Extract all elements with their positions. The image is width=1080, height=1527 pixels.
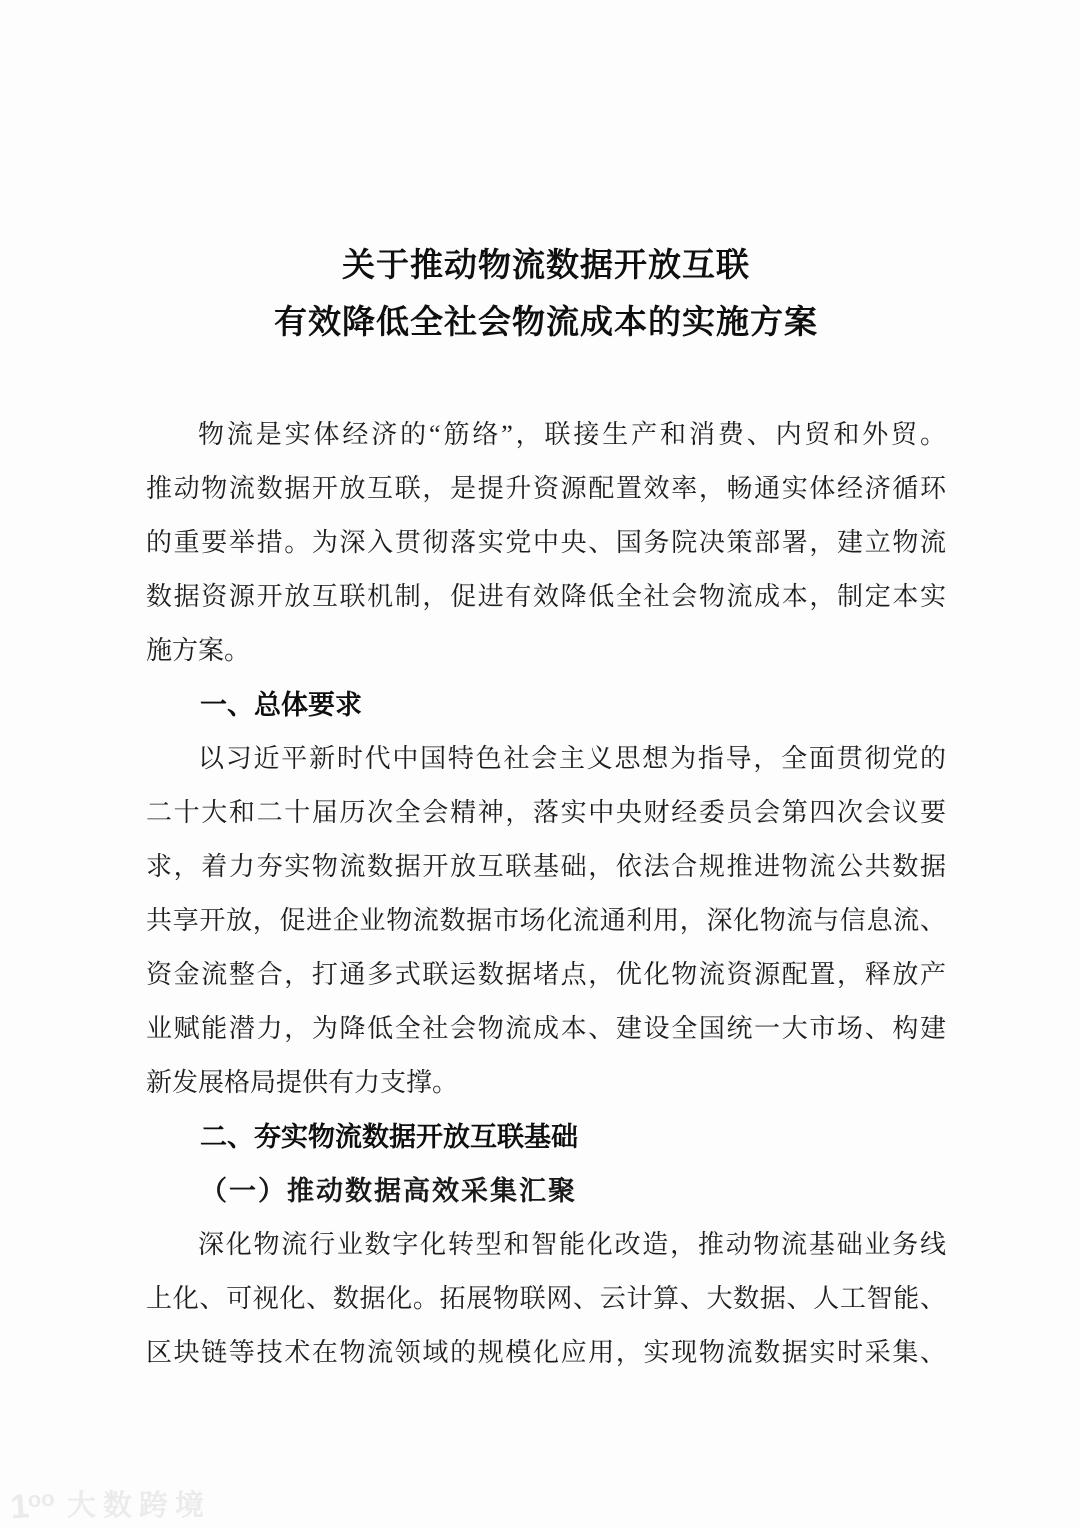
paragraph-general-requirements xyxy=(146,732,946,1110)
text-line: 推动物流数据开放互联，是提升资源配置效率，畅通实体经济循环 xyxy=(146,474,946,503)
section-heading-2: 二、夯实物流数据开放互联基础 xyxy=(200,1122,578,1152)
section-heading-1: 一、总体要求 xyxy=(200,690,362,720)
text-line: 共享开放，促进企业物流数据市场化流通利用，深化物流与信息流、 xyxy=(146,906,946,935)
watermark-brand-text: 大数跨境 xyxy=(66,1490,211,1522)
text-line: 上化、可视化、数据化。拓展物联网、云计算、大数据、人工智能、 xyxy=(146,1284,946,1313)
text-line: 新发展格局提供有力支撑。 xyxy=(146,1068,459,1097)
text-line: 以习近平新时代中国特色社会主义思想为指导，全面贯彻党的 xyxy=(198,744,946,773)
watermark-logo-icon: $1^{oo}$ xyxy=(8,1485,56,1527)
text-line: 区块链等技术在物流领域的规模化应用，实现物流数据实时采集、 xyxy=(146,1338,946,1367)
text-line: 深化物流行业数字化转型和智能化改造，推动物流基础业务线 xyxy=(198,1230,946,1259)
text-line: 求，着力夯实物流数据开放互联基础，依法合规推进物流公共数据 xyxy=(146,852,946,881)
text-line: 物流是实体经济的“筋络”，联接生产和消费、内贸和外贸。 xyxy=(198,420,946,449)
paragraph-intro xyxy=(146,408,946,678)
text-line: 施方案。 xyxy=(146,636,251,665)
document-title-line-2: 有效降低全社会物流成本的实施方案 xyxy=(274,305,818,341)
text-line: 业赋能潜力，为降低全社会物流成本、建设全国统一大市场、构建 xyxy=(146,1014,946,1043)
document-title xyxy=(146,238,946,352)
sub-heading-1: （一）推动数据高效采集汇聚 xyxy=(200,1176,577,1206)
watermark xyxy=(8,1485,211,1527)
document-title-line-1: 关于推动物流数据开放互联 xyxy=(342,248,750,284)
text-line: 二十大和二十届历次全会精神，落实中央财经委员会第四次会议要 xyxy=(146,798,946,827)
text-line: 数据资源开放互联机制，促进有效降低全社会物流成本，制定本实 xyxy=(146,582,946,611)
text-line: 的重要举措。为深入贯彻落实党中央、国务院决策部署，建立物流 xyxy=(146,528,946,557)
text-line: 资金流整合，打通多式联运数据堵点，优化物流资源配置，释放产 xyxy=(146,960,946,989)
paragraph-data-collection xyxy=(146,1218,946,1380)
